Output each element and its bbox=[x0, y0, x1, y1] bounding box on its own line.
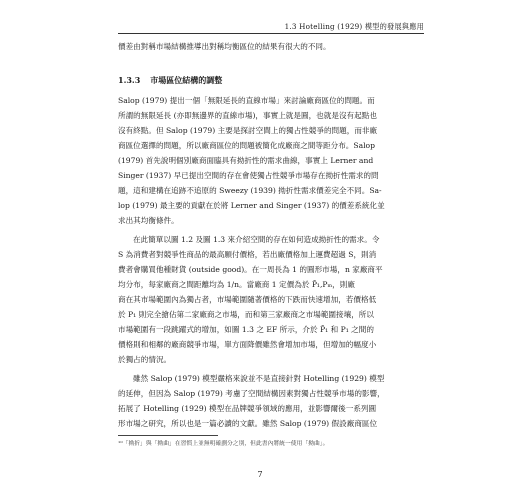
body-line: 均分布，每家廠商之間距離均為 1/n。當廠商 1 定價為於 P̄₁,Pₘ，則廠 bbox=[118, 280, 355, 289]
body-line: 費者會購買他種財貨 (outside good)。在一周長為 1 的圓形市場，n 家廠商平 bbox=[118, 265, 383, 274]
footnote-rule bbox=[118, 435, 218, 436]
page-number: 7 bbox=[257, 470, 263, 479]
section-heading bbox=[118, 75, 222, 86]
body-line: 沒有終點。但 Salop (1979) 主要是探討空間上的獨占性競爭的問題，而非廠 bbox=[118, 126, 378, 135]
intro-line: 價差由對稱市場結構推導出對稱均衡區位的結果有很大的不同。 bbox=[118, 42, 331, 51]
section-title: 市場區位結構的調整 bbox=[150, 75, 223, 85]
body-line: 求出其均衡條件。 bbox=[118, 216, 179, 225]
footnote: ¹⁰「拗折」與「拗曲」在習慣上並無明確劃分之別，但此書內將統一使用「拗曲」。 bbox=[118, 441, 329, 447]
body-line: Salop (1979) 提出一個「無限延長的直線市場」來討論廠商區位的問題。而 bbox=[118, 96, 375, 105]
body-line: lop (1979) 最主要的貢獻在於將 Lerner and Singer (1937) 的價差系統化並 bbox=[118, 201, 385, 210]
body-line: (1979) 首先說明個別廠商面臨具有拗折性的需求曲線，事實上 Lerner and bbox=[118, 156, 374, 165]
header-rule bbox=[118, 33, 424, 34]
section-number: 1.3.3 bbox=[118, 75, 141, 85]
body-line: 於獨占的情況。 bbox=[118, 355, 172, 364]
body-line: 市場範圍有一段跳躍式的增加，如圖 1.3 之 EF 所示，介於 P̄₁ 和 P₁ 之間的 bbox=[118, 325, 374, 334]
body-line: 商在其市場範圍內為獨占者，市場範圍隨著價格的下跌而快速增加，若價格低 bbox=[118, 295, 377, 304]
body-line: 雖然 Salop (1979) 模型嚴格來說並不是直接針對 Hotelling (1929) 模型 bbox=[133, 374, 385, 383]
body-line: 形市場之研究，所以也是一篇必讀的文獻。雖然 Salop (1979) 假設廠商區位 bbox=[118, 419, 378, 428]
body-line: 題，這和建構在追跡不追原的 Sweezy (1939) 拗折性需求價差完全不同。Sa- bbox=[118, 186, 382, 195]
running-head: 1.3 Hotelling (1929) 模型的發展與應用 bbox=[284, 22, 424, 31]
body-line: 於 P₁ 則完全搶佔第二家廠商之市場，而和第三家廠商之市場範圍接壤，所以 bbox=[118, 310, 374, 319]
body-line: 價格則和相鄰的廠商競爭市場，單方面降價雖然會增加市場，但增加的幅度小 bbox=[118, 340, 377, 349]
body-line: S 為消費者對競爭性商品的最高願付價格，若出廠價格加上運費超過 S，則消 bbox=[118, 250, 377, 259]
body-line: Singer (1937) 早已提出空間的存在會使獨占性競爭市場存在拗折性需求的問 bbox=[118, 171, 379, 180]
body-line: 商區位選擇的問題，所以廠商區位的問題被簡化成廠商之間等距分布。Salop bbox=[118, 141, 375, 150]
body-line: 的延伸，但因為 Salop (1979) 考慮了空間結構因素對獨占性競爭市場的影響， bbox=[118, 389, 385, 398]
body-line: 在此簡單以圖 1.2 及圖 1.3 來介紹空間的存在如何造成拗折性的需求。令 bbox=[133, 235, 380, 244]
body-line: 所謂的無限延長 (亦即無邊界的直線市場)，事實上就是圓，也就是沒有起點也 bbox=[118, 111, 377, 120]
body-line: 拓展了 Hotelling (1929) 模型在品牌競爭領域的應用，並影響爾後一系列圓 bbox=[118, 404, 377, 413]
